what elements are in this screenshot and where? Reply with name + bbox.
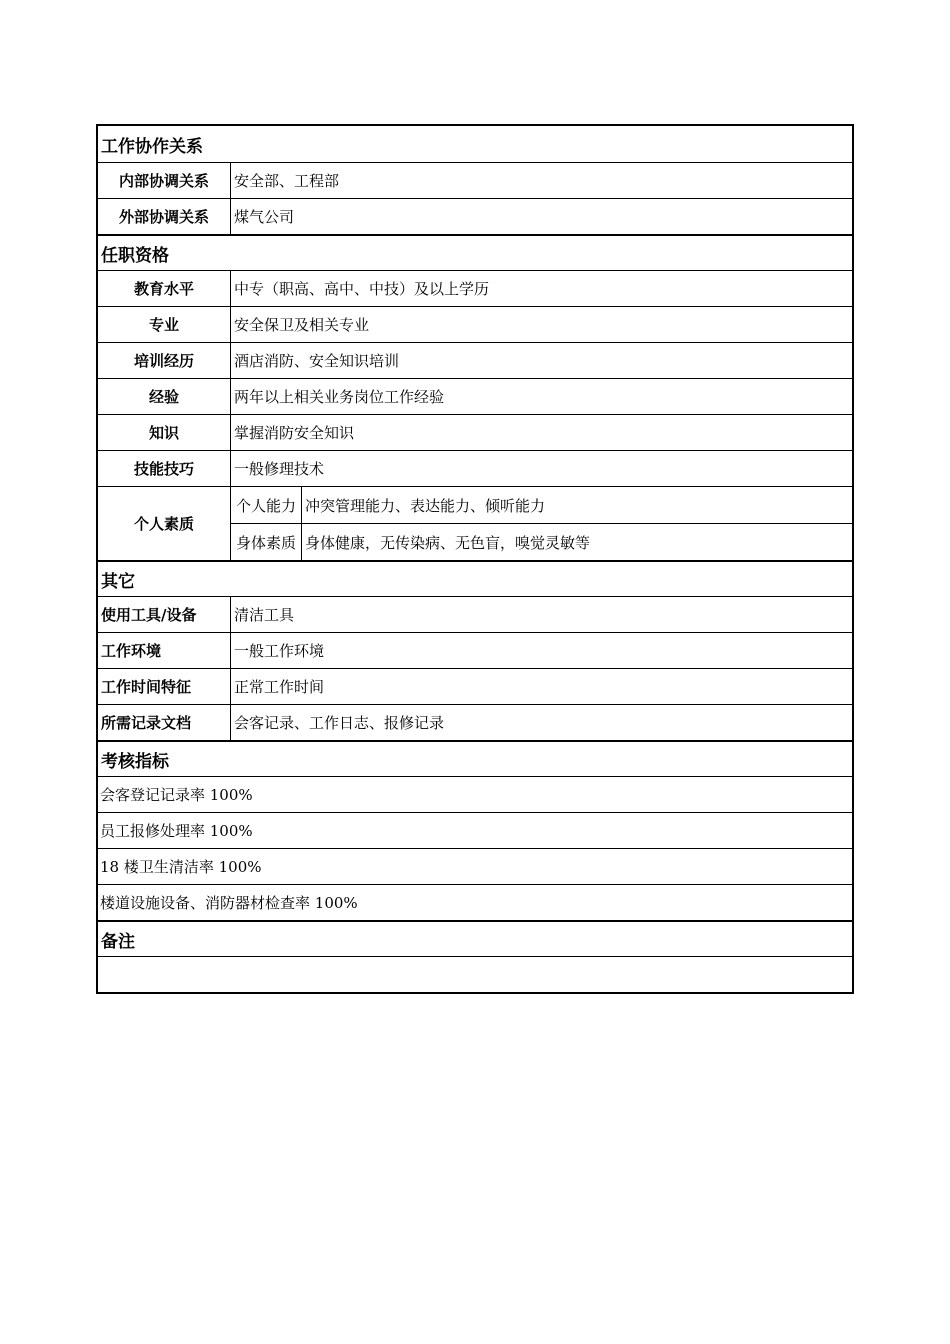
section-title-kpi: 考核指标 (98, 740, 852, 776)
row-value: 煤气公司 (234, 208, 295, 226)
table-subrow (231, 487, 852, 523)
table-row (98, 378, 852, 414)
table-row (98, 162, 852, 198)
row-label: 使用工具/设备 (98, 597, 231, 632)
row-value: 安全保卫及相关专业 (234, 316, 370, 334)
kpi-text: 会客登记记录率 100% (100, 786, 253, 804)
row-label: 工作时间特征 (98, 669, 231, 704)
row-value: 清洁工具 (234, 606, 295, 624)
row-label: 经验 (98, 379, 231, 414)
remarks-value (98, 957, 852, 992)
row-value: 安全部、工程部 (234, 172, 340, 190)
row-value: 一般工作环境 (234, 642, 325, 660)
table-row (98, 306, 852, 342)
row-value: 掌握消防安全知识 (234, 424, 355, 442)
table-row (98, 632, 852, 668)
list-item (98, 848, 852, 884)
kpi-text: 楼道设施设备、消防器材检查率 100% (100, 894, 358, 912)
row-label: 个人素质 (98, 487, 231, 560)
table-row (98, 596, 852, 632)
section-title-qualifications: 任职资格 (98, 234, 852, 270)
table-row (98, 198, 852, 234)
table-row (98, 270, 852, 306)
subrow-label: 身体素质 (231, 524, 302, 560)
subrow-value: 冲突管理能力、表达能力、倾听能力 (305, 496, 546, 515)
list-item (98, 884, 852, 920)
row-label: 教育水平 (98, 271, 231, 306)
list-item (98, 812, 852, 848)
row-label: 所需记录文档 (98, 705, 231, 740)
subrow-value: 身体健康，无传染病、无色盲，嗅觉灵敏等 (305, 533, 591, 552)
row-value: 一般修理技术 (234, 460, 325, 478)
row-label: 知识 (98, 415, 231, 450)
table-subrow (231, 523, 852, 560)
table-row (98, 704, 852, 740)
section-title-collaboration: 工作协作关系 (101, 136, 203, 157)
personal-quality-group (98, 486, 852, 560)
row-label: 培训经历 (98, 343, 231, 378)
section-title-remarks: 备注 (98, 920, 852, 956)
subrow-label: 个人能力 (231, 487, 302, 523)
list-item (98, 776, 852, 812)
row-value: 正常工作时间 (234, 678, 325, 696)
row-label: 外部协调关系 (98, 199, 231, 234)
remarks-row (98, 956, 852, 992)
personal-quality-subrows (231, 487, 852, 560)
row-label: 技能技巧 (98, 451, 231, 486)
row-value: 两年以上相关业务岗位工作经验 (234, 388, 445, 406)
row-label: 工作环境 (98, 633, 231, 668)
table-row (98, 450, 852, 486)
row-label: 内部协调关系 (98, 163, 231, 198)
row-value: 中专（职高、高中、中技）及以上学历 (234, 280, 490, 298)
table-row (98, 668, 852, 704)
table-row (98, 414, 852, 450)
job-description-table (96, 124, 854, 994)
row-label: 专业 (98, 307, 231, 342)
kpi-text: 员工报修处理率 100% (100, 822, 253, 840)
row-value: 会客记录、工作日志、报修记录 (234, 714, 445, 732)
kpi-text: 18 楼卫生清洁率 100% (100, 858, 262, 876)
section-title-other: 其它 (98, 560, 852, 596)
row-value: 酒店消防、安全知识培训 (234, 352, 400, 370)
table-row (98, 342, 852, 378)
